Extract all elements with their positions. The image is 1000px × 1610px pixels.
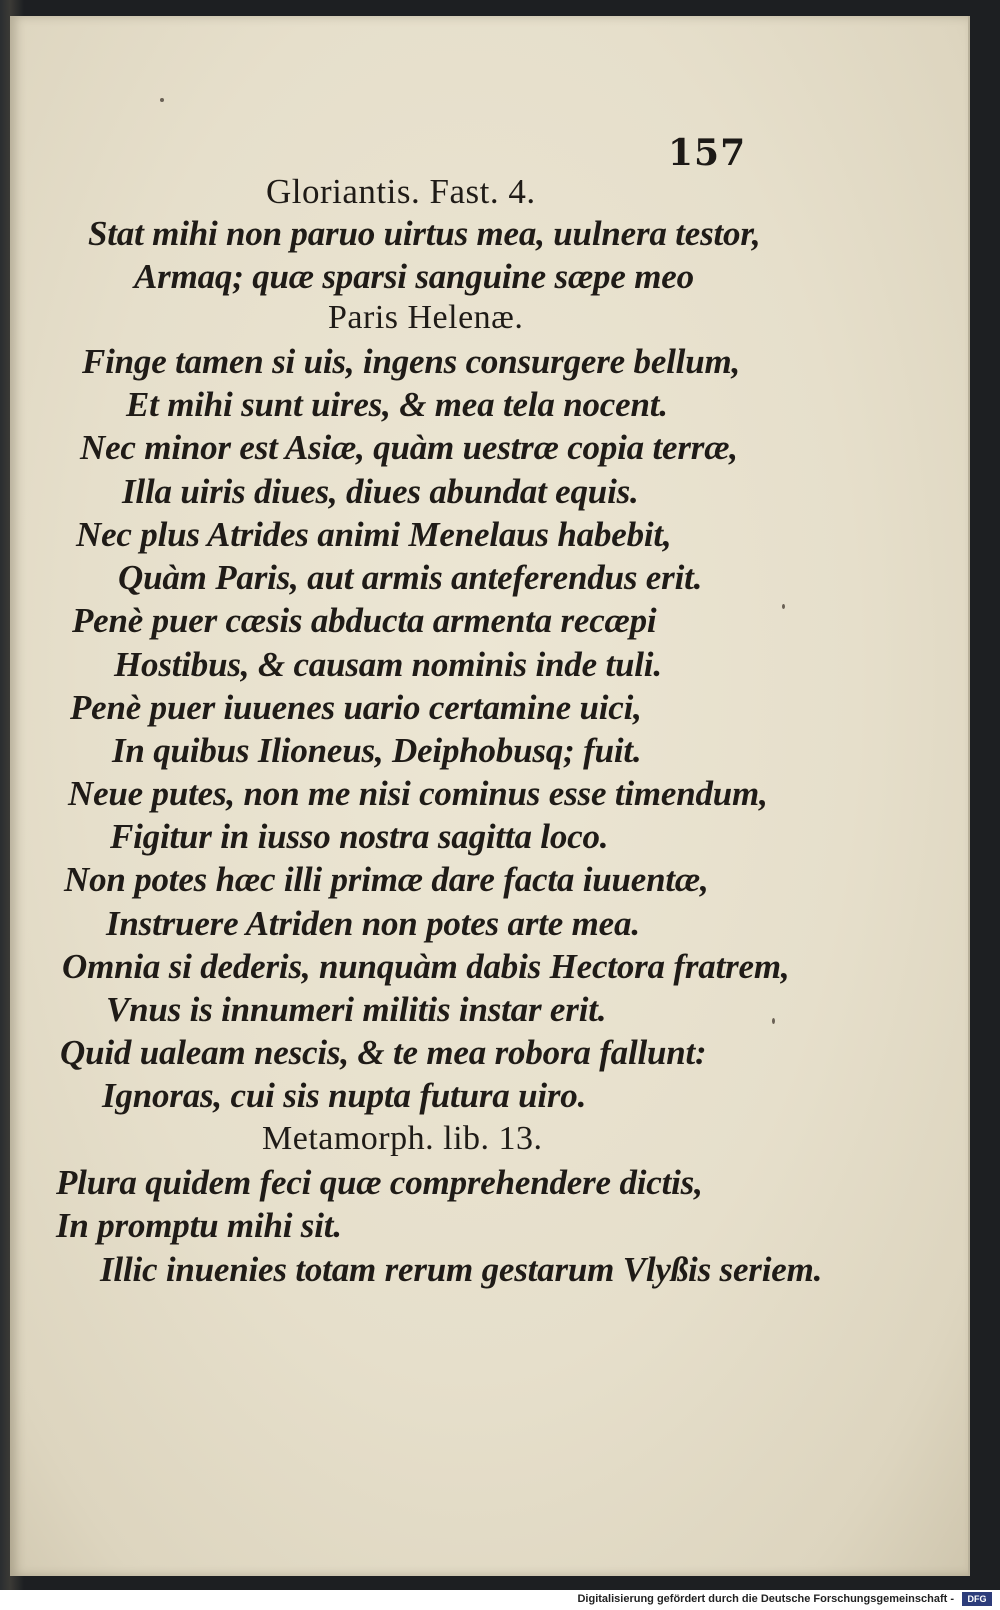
verse-line: Vnus is innumeri militis instar erit. — [106, 990, 607, 1029]
verse-line: Quid ualeam nescis, & te mea robora fallunt: — [60, 1033, 707, 1072]
verse-line: Nec plus Atrides animi Menelaus habebit, — [76, 515, 672, 554]
verse-line: Non potes hæc illi primæ dare facta iuuentæ, — [64, 860, 709, 899]
page-number: 157 — [668, 132, 747, 174]
verse-line: Ignoras, cui sis nupta futura uiro. — [102, 1076, 587, 1115]
verse-line: Penè puer cæsis abducta armenta recæpi — [72, 601, 657, 640]
verse-line: Hostibus, & causam nominis inde tuli. — [114, 645, 662, 684]
footer-credit: Digitalisierung gefördert durch die Deutsche Forschungsgemeinschaft - — [577, 1593, 954, 1605]
running-head: Gloriantis. Fast. 4. — [266, 172, 536, 211]
section-heading: Paris Helenæ. — [328, 299, 524, 336]
verse-line: Instruere Atriden non potes arte mea. — [106, 904, 640, 943]
paper-speck — [782, 604, 785, 609]
paper-speck — [772, 1018, 775, 1024]
book-page — [10, 16, 970, 1576]
verse-line: Quàm Paris, aut armis anteferendus erit. — [118, 558, 703, 597]
verse-line: Omnia si dederis, nunquàm dabis Hectora fratrem, — [62, 947, 790, 986]
verse-line: Et mihi sunt uires, & mea tela nocent. — [126, 385, 668, 424]
paper-speck — [160, 98, 164, 102]
verse-line: Nec minor est Asiæ, quàm uestræ copia terræ, — [80, 428, 738, 467]
prose-line: Illic inuenies totam rerum gestarum Vlyßis seriem. — [100, 1250, 823, 1289]
verse-line: Neue putes, non me nisi cominus esse timendum, — [68, 774, 768, 813]
verse-line: Illa uiris diues, diues abundat equis. — [122, 472, 639, 511]
prose-line: In promptu mihi sit. — [56, 1206, 342, 1245]
verse-line: Armaq; quæ sparsi sanguine sæpe meo — [134, 257, 694, 296]
prose-line: Plura quidem feci quæ comprehendere dictis, — [56, 1163, 703, 1202]
dfg-logo: DFG — [962, 1592, 992, 1606]
verse-line: Penè puer iuuenes uario certamine uici, — [70, 688, 642, 727]
verse-line: Figitur in iusso nostra sagitta loco. — [110, 817, 609, 856]
verse-line: Finge tamen si uis, ingens consurgere bellum, — [82, 342, 741, 381]
section-heading: Metamorph. lib. 13. — [262, 1120, 543, 1157]
verse-line: In quibus Ilioneus, Deiphobusq; fuit. — [112, 731, 642, 770]
verse-line: Stat mihi non paruo uirtus mea, uulnera testor, — [88, 214, 761, 253]
